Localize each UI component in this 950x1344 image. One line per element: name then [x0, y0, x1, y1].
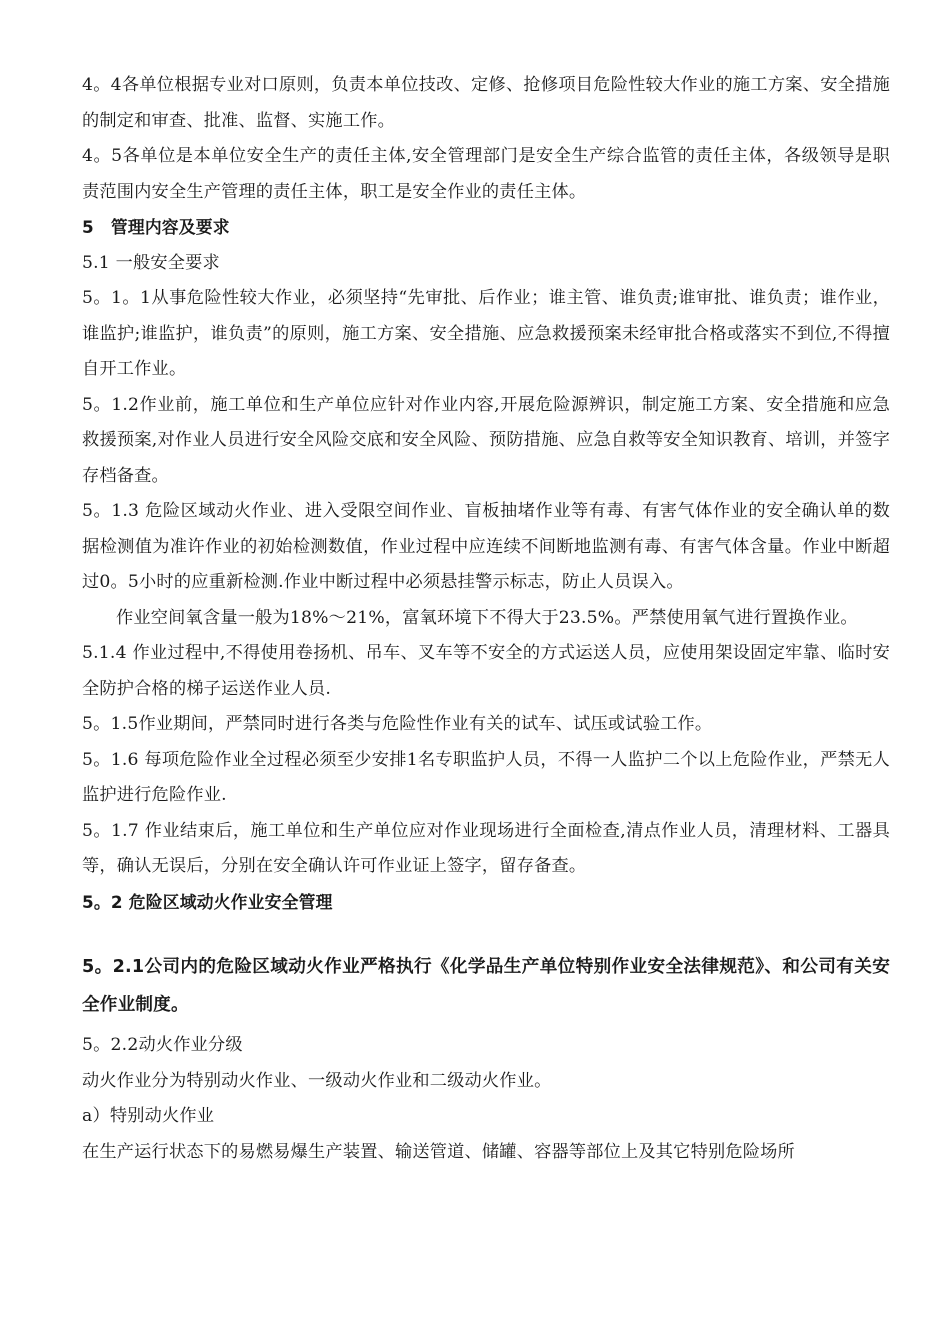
paragraph-5-1-3: 5。1.3 危险区域动火作业、进入受限空间作业、盲板抽堵作业等有毒、有害气体作业的安全确认单的数据检测值为准许作业的初始检测数值，作业过程中应连续不间断地监测有毒、有害气体含量。作业中断超过0。5小时的应重新检测.作业中断过程中必须悬挂警示标志，防止人员误入。	[82, 501, 890, 592]
document-page	[82, 68, 890, 1170]
paragraph-oxygen: 作业空间氧含量一般为18%～21%，富氧环境下不得大于23.5%。严禁使用氧气进行置换作业。	[116, 607, 858, 628]
subsection-heading-5-2-2: 5。2.2动火作业分级	[82, 1035, 243, 1055]
paragraph-5-1-1: 5。1。1从事危险性较大作业，必须坚持“先审批、后作业；谁主管、谁负责;谁审批、谁负责；谁作业，谁监护;谁监护，谁负责”的原则，施工方案、安全措施、应急救援预案未经审批合格或落实不到位,不得擅自开工作业。	[82, 288, 890, 379]
spacer	[82, 920, 890, 948]
paragraph-5-1-5: 5。1.5作业期间，严禁同时进行各类与危险性作业有关的试车、试压或试验工作。	[82, 714, 713, 734]
paragraph-5-1-7: 5。1.7 作业结束后，施工单位和生产单位应对作业现场进行全面检查,清点作业人员，清理材料、工器具等，确认无误后，分别在安全确认许可作业证上签字，留存备查。	[82, 820, 890, 876]
paragraph-4-4: 4。4各单位根据专业对口原则，负责本单位技改、定修、抢修项目危险性较大作业的施工方案、安全措施的制定和审查、批准、监督、实施工作。	[82, 75, 890, 131]
paragraph-5-1-2: 5。1.2作业前，施工单位和生产单位应针对作业内容,开展危险源辨识，制定施工方案、安全措施和应急救援预案,对作业人员进行安全风险交底和安全风险、预防措施、应急自救等安全知识教育、培训，并签字存档备查。	[82, 394, 890, 486]
paragraph-5-1-6: 5。1.6 每项危险作业全过程必须至少安排1名专职监护人员，不得一人监护二个以上危险作业，严禁无人监护进行危险作业.	[82, 749, 890, 805]
paragraph-a: 在生产运行状态下的易燃易爆生产装置、输送管道、储罐、容器等部位上及其它特别危险场所	[82, 1141, 795, 1162]
paragraph-5-1-4: 5.1.4 作业过程中,不得使用卷扬机、吊车、叉车等不安全的方式运送人员，应使用架设固定牢靠、临时安全防护合格的梯子运送作业人员.	[82, 643, 890, 699]
paragraph-5-2-1: 5。2.1公司内的危险区域动火作业严格执行《化学品生产单位特别作业安全法律规范》、和公司有关安全作业制度。	[82, 957, 890, 1015]
section-heading-5: 5 管理内容及要求	[82, 217, 230, 237]
subsection-heading-5-1: 5.1 一般安全要求	[82, 252, 220, 273]
paragraph-fire-levels: 动火作业分为特别动火作业、一级动火作业和二级动火作业。	[82, 1070, 552, 1091]
item-heading-a: a）特别动火作业	[82, 1106, 215, 1126]
paragraph-4-5: 4。5各单位是本单位安全生产的责任主体,安全管理部门是安全生产综合监管的责任主体，各级领导是职责范围内安全生产管理的责任主体，职工是安全作业的责任主体。	[82, 146, 890, 202]
subsection-heading-5-2: 5。2 危险区域动火作业安全管理	[82, 891, 333, 912]
